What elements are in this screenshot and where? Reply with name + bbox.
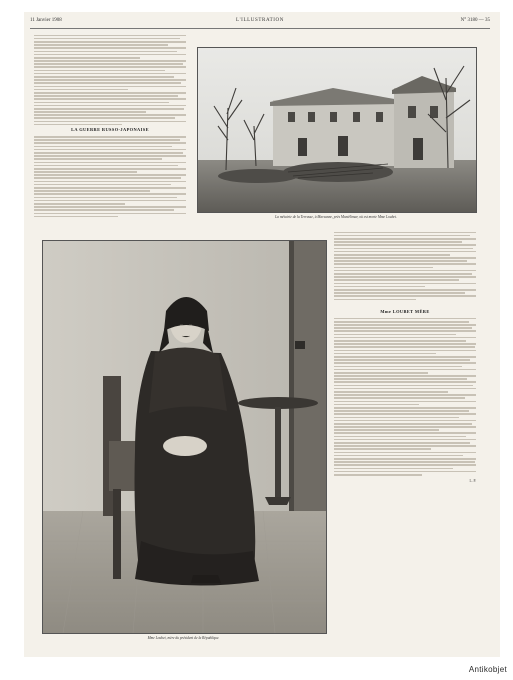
watermark-brand: Antikobjet [468,665,507,674]
header-title: L'ILLUSTRATION [236,18,284,23]
right-column-text [334,230,476,483]
article-signature: L. P. [469,478,476,483]
header-date: 11 Janvier 1908 [30,18,62,23]
page-footer [0,663,513,680]
header-rule [30,28,490,29]
portrait-illustration [43,241,326,633]
section-title-russo-japanese-war: LA GUERRE RUSSO-JAPONAISE [71,127,149,133]
mme-loubet-portrait-photo [42,240,327,634]
farmhouse-photo-caption: La métairie de la Terrasse, à Marsanne, près Montélimar, où est morte Mme Loubet. [275,215,397,219]
page-header [30,16,490,26]
farmhouse-photo [197,47,477,213]
section-title-mme-loubet: Mme LOUBET MÈRE [380,309,430,315]
header-page-number: N° 3180 — 35 [460,18,490,23]
left-column-text [34,33,186,219]
farmhouse-illustration [198,48,476,212]
portrait-photo-caption: Mme Loubet, mère du président de la République. [147,636,220,640]
